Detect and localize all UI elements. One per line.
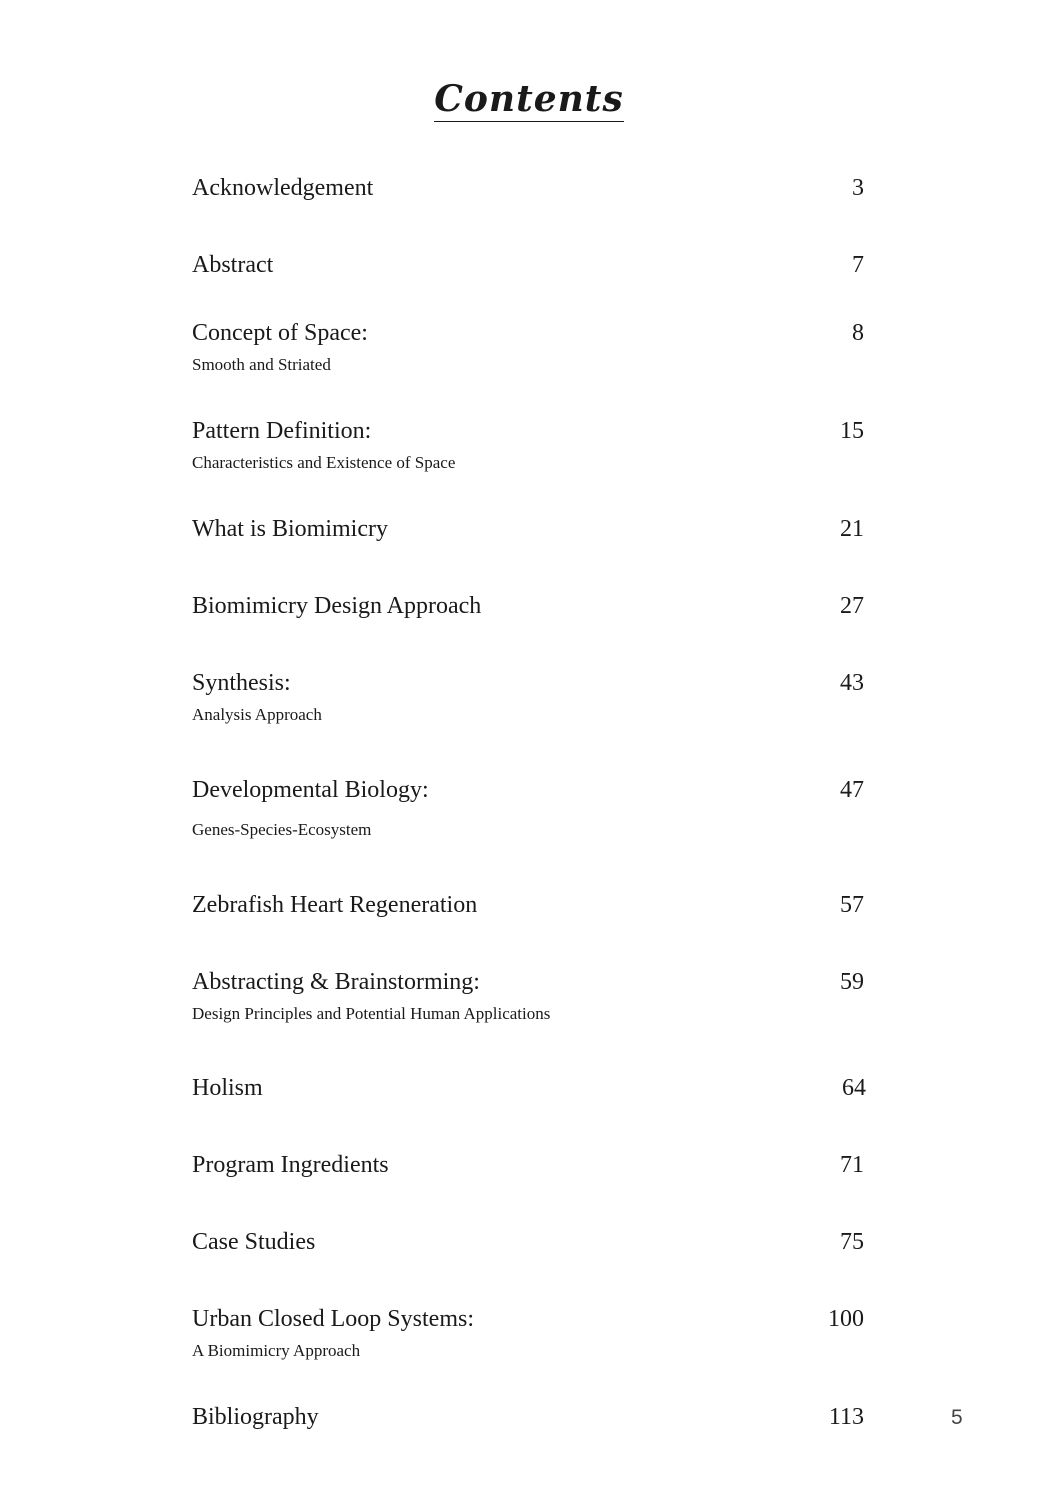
toc-entry-subtitle: Genes-Species-Ecosystem: [192, 820, 372, 839]
toc-entry-page: 75: [840, 1229, 864, 1255]
toc-entry-page: 27: [840, 593, 864, 619]
toc-entry-case-studies[interactable]: [192, 1228, 864, 1258]
toc-entry-concept-of-space[interactable]: [192, 319, 864, 377]
toc-entry-zebrafish-heart-regeneration[interactable]: [192, 891, 864, 921]
toc-entry-page: 3: [852, 175, 864, 201]
toc-entry-subtitle: Analysis Approach: [192, 705, 322, 724]
toc-entry-title: Program Ingredients: [192, 1152, 389, 1178]
toc-entry-subtitle: Characteristics and Existence of Space: [192, 453, 456, 472]
toc-entry-page: 57: [840, 892, 864, 918]
toc-entry-title: Biomimicry Design Approach: [192, 593, 482, 619]
toc-entry-title: Synthesis:: [192, 670, 291, 696]
toc-entry-biomimicry-design-approach[interactable]: [192, 592, 864, 622]
toc-entry-page: 21: [840, 516, 864, 542]
toc-entry-title: Holism: [192, 1075, 263, 1101]
page-title-text: Contents: [434, 78, 624, 120]
toc-entry-title: Zebrafish Heart Regeneration: [192, 892, 478, 918]
toc-entry-page: 8: [852, 320, 864, 346]
toc-entry-title: Case Studies: [192, 1229, 316, 1255]
toc-entry-page: 43: [840, 670, 864, 696]
toc-entry-title: Developmental Biology:: [192, 777, 429, 803]
toc-entry-holism[interactable]: [192, 1074, 866, 1104]
toc-entry-abstracting-brainstorming[interactable]: [192, 968, 864, 1026]
toc-entry-subtitle: Smooth and Striated: [192, 355, 331, 374]
toc-entry-page: 15: [840, 418, 864, 444]
toc-entry-title: Pattern Definition:: [192, 418, 372, 444]
toc-entry-page: 100: [828, 1306, 864, 1332]
toc-entry-title: Abstract: [192, 252, 274, 278]
toc-entry-urban-closed-loop-systems[interactable]: [192, 1305, 864, 1363]
toc-entry-page: 113: [828, 1404, 864, 1430]
toc-entry-page: 71: [840, 1152, 864, 1178]
toc-entry-title: Bibliography: [192, 1404, 319, 1430]
toc-entry-subtitle: Design Principles and Potential Human Applications: [192, 1004, 551, 1023]
toc-entry-bibliography[interactable]: [192, 1403, 864, 1433]
toc-entry-acknowledgement[interactable]: [192, 174, 864, 204]
toc-entry-title: Concept of Space:: [192, 320, 368, 346]
toc-entry-synthesis[interactable]: [192, 669, 864, 727]
toc-entry-program-ingredients[interactable]: [192, 1151, 864, 1181]
toc-entry-title: What is Biomimicry: [192, 516, 388, 542]
toc-entry-title: Urban Closed Loop Systems:: [192, 1306, 474, 1332]
toc-entry-pattern-definition[interactable]: [192, 417, 864, 475]
page-number: 5: [951, 1406, 963, 1429]
toc-entry-title: Acknowledgement: [192, 175, 374, 201]
toc-entry-page: 64: [842, 1075, 866, 1101]
toc-entry-subtitle: A Biomimicry Approach: [192, 1341, 361, 1360]
toc-entry-page: 7: [852, 252, 864, 278]
toc-entry-abstract[interactable]: [192, 251, 864, 281]
toc-entry-page: 47: [840, 777, 864, 803]
toc-entry-title: Abstracting & Brainstorming:: [192, 969, 480, 995]
toc-entry-what-is-biomimicry[interactable]: [192, 515, 864, 545]
page-title: [0, 78, 1058, 120]
toc-entry-developmental-biology[interactable]: [192, 776, 864, 842]
toc-entry-page: 59: [840, 969, 864, 995]
